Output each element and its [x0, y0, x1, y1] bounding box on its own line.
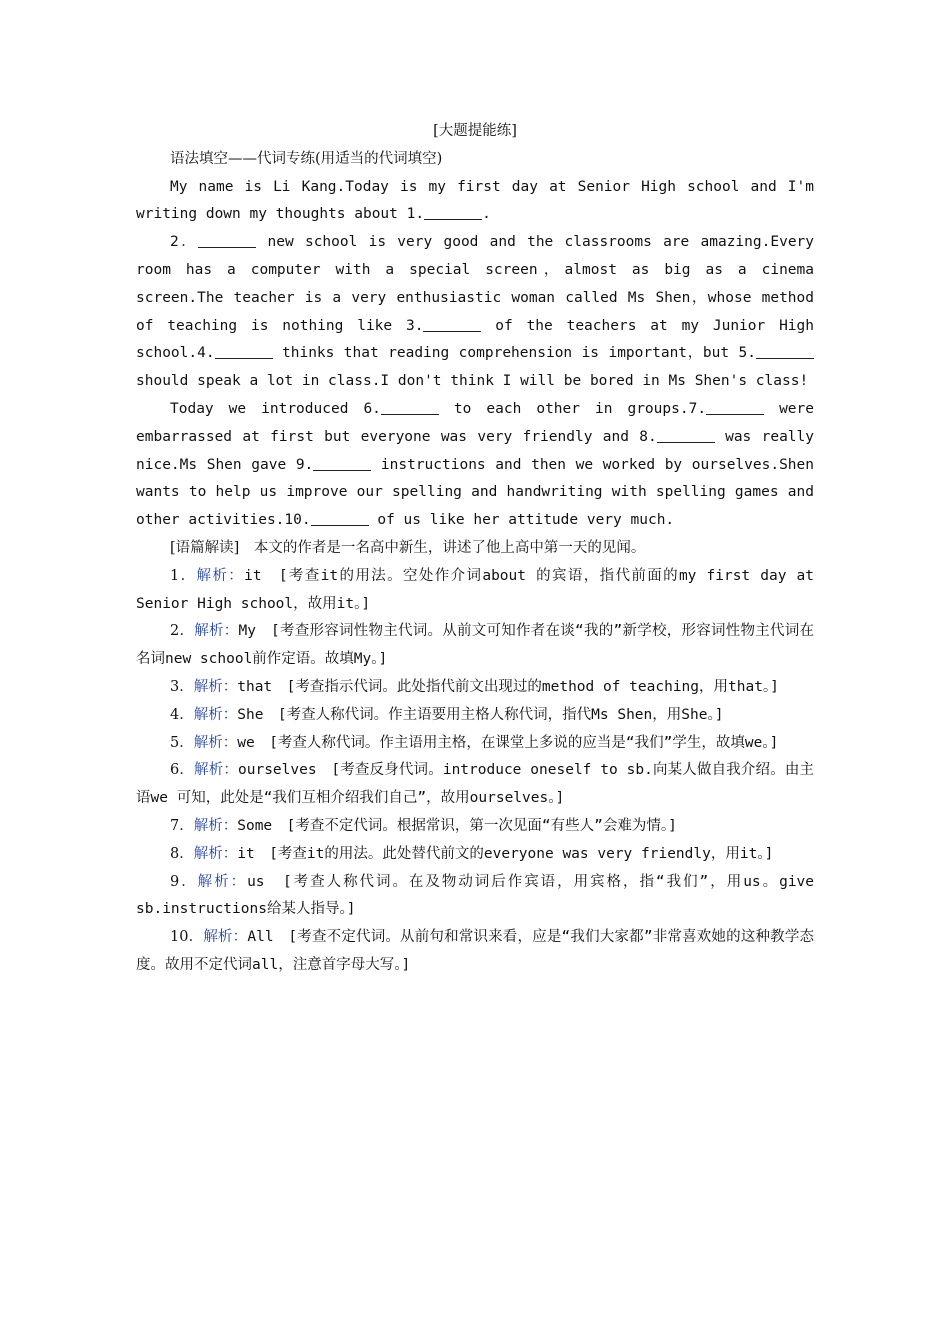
section-title: [大题提能练]	[433, 123, 517, 139]
passage-paragraph-1: My name is Li Kang.Today is my first day at Senior High school and I'm writing down my thoughts about 1. .	[136, 178, 814, 223]
analysis-label: 解析：	[193, 706, 238, 723]
analysis-label: 解析：	[193, 678, 238, 695]
answer-item: 4．解析：She [考查人称代词。作主语要用主格人称代词，指代Ms Shen，用She。]	[170, 706, 724, 723]
blank-number-4: 4.	[197, 345, 215, 362]
analysis-label: 解析：	[193, 845, 238, 862]
blank-number-10: 10.	[284, 512, 311, 529]
answer-item: 1．解析：it [考查it的用法。空处作介词about 的宾语，指代前面的my first day at Senior High school，故用it。]	[136, 567, 815, 612]
blank-4[interactable]	[215, 344, 273, 360]
analysis-label: 解析：	[193, 734, 238, 751]
blank-number-3: 3.	[405, 317, 424, 334]
blank-7[interactable]	[706, 399, 764, 415]
blank-number-7: 7.	[688, 400, 707, 417]
blank-5[interactable]	[756, 344, 814, 360]
answer-list	[136, 563, 814, 980]
answer-item: 7．解析：Some [考查不定代词。根据常识，第一次见面“有些人”会难为情。]	[170, 817, 677, 834]
answer-item: 8．解析：it [考查it的用法。此处替代前文的everyone was very friendly，用it。]	[170, 845, 774, 862]
blank-3[interactable]	[423, 316, 481, 332]
blank-number-1: 1.	[406, 206, 425, 223]
blank-1[interactable]	[424, 205, 482, 221]
blank-number-5: 5.	[738, 345, 756, 362]
answer-item: 5．解析：we [考查人称代词。作主语用主格，在课堂上多说的应当是“我们”学生，故填we。]	[170, 734, 779, 751]
analysis-label: 解析：	[194, 762, 239, 779]
summary-text: 本文的作者是一名高中新生，讲述了他上高中第一天的见闻。	[239, 539, 646, 556]
blank-10[interactable]	[311, 511, 369, 527]
analysis-label: 解析：	[194, 623, 239, 640]
answer-item: 2．解析：My [考查形容词性物主代词。从前文可知作者在谈“我的”新学校，形容词性物主代词在名词new school前作定语。故填My。]	[136, 623, 814, 668]
passage-paragraph-3: Today we introduced 6. to each other in groups.7. were embarrassed at first but everyone was very friendly and 8. was really nice.Ms Shen gave 9. instructions and then we worked by ourselves.Shen wants to help us improve our spelling and handwriting with spelling games and other activities.10. of us like her attitude very much.	[136, 400, 814, 529]
passage-paragraph-2: 2． new school is very good and the classrooms are amazing.Every room has a computer with a special screen，almost as big as a cinema screen.The teacher is a very enthusiastic woman called Ms Shen，whose method of teaching is nothing like 3. of the teachers at my Junior High school.4. thinks that reading comprehension is important，but 5. should speak a lot in class.I don't think I will be bored in Ms Shen's class!	[136, 234, 815, 390]
answer-item: 6．解析：ourselves [考查反身代词。introduce oneself to sb.向某人做自我介绍。由主语we 可知，此处是“我们互相介绍我们自己”，故用ourselves。]	[136, 762, 815, 807]
answer-item: 9．解析：us [考查人称代词。在及物动词后作宾语，用宾格，指“我们”，用us。give sb.instructions给某人指导。]	[136, 873, 815, 918]
analysis-label: 解析：	[196, 567, 245, 584]
blank-number-2: 2．	[170, 234, 199, 251]
document-page	[136, 118, 814, 980]
blank-number-8: 8.	[639, 428, 657, 445]
passage-summary	[136, 535, 814, 563]
blank-2[interactable]	[198, 233, 256, 249]
analysis-label: 解析：	[203, 929, 248, 946]
answer-item: 3．解析：that [考查指示代词。此处指代前文出现过的method of teaching，用that。]	[170, 678, 779, 695]
blank-6[interactable]	[381, 399, 439, 415]
blank-number-9: 9.	[295, 456, 314, 473]
analysis-label: 解析：	[197, 873, 248, 890]
blank-9[interactable]	[313, 455, 371, 471]
summary-label: [语篇解读]	[170, 539, 240, 556]
blank-number-6: 6.	[363, 400, 381, 417]
analysis-label: 解析：	[193, 817, 238, 834]
exercise-instruction: 语法填空——代词专练(用适当的代词填空)	[170, 150, 443, 167]
answer-item: 10．解析：All [考查不定代词。从前句和常识来看，应是“我们大家都”非常喜欢她的这种教学态度。故用不定代词all，注意首字母大写。]	[136, 929, 815, 973]
blank-8[interactable]	[657, 427, 715, 443]
